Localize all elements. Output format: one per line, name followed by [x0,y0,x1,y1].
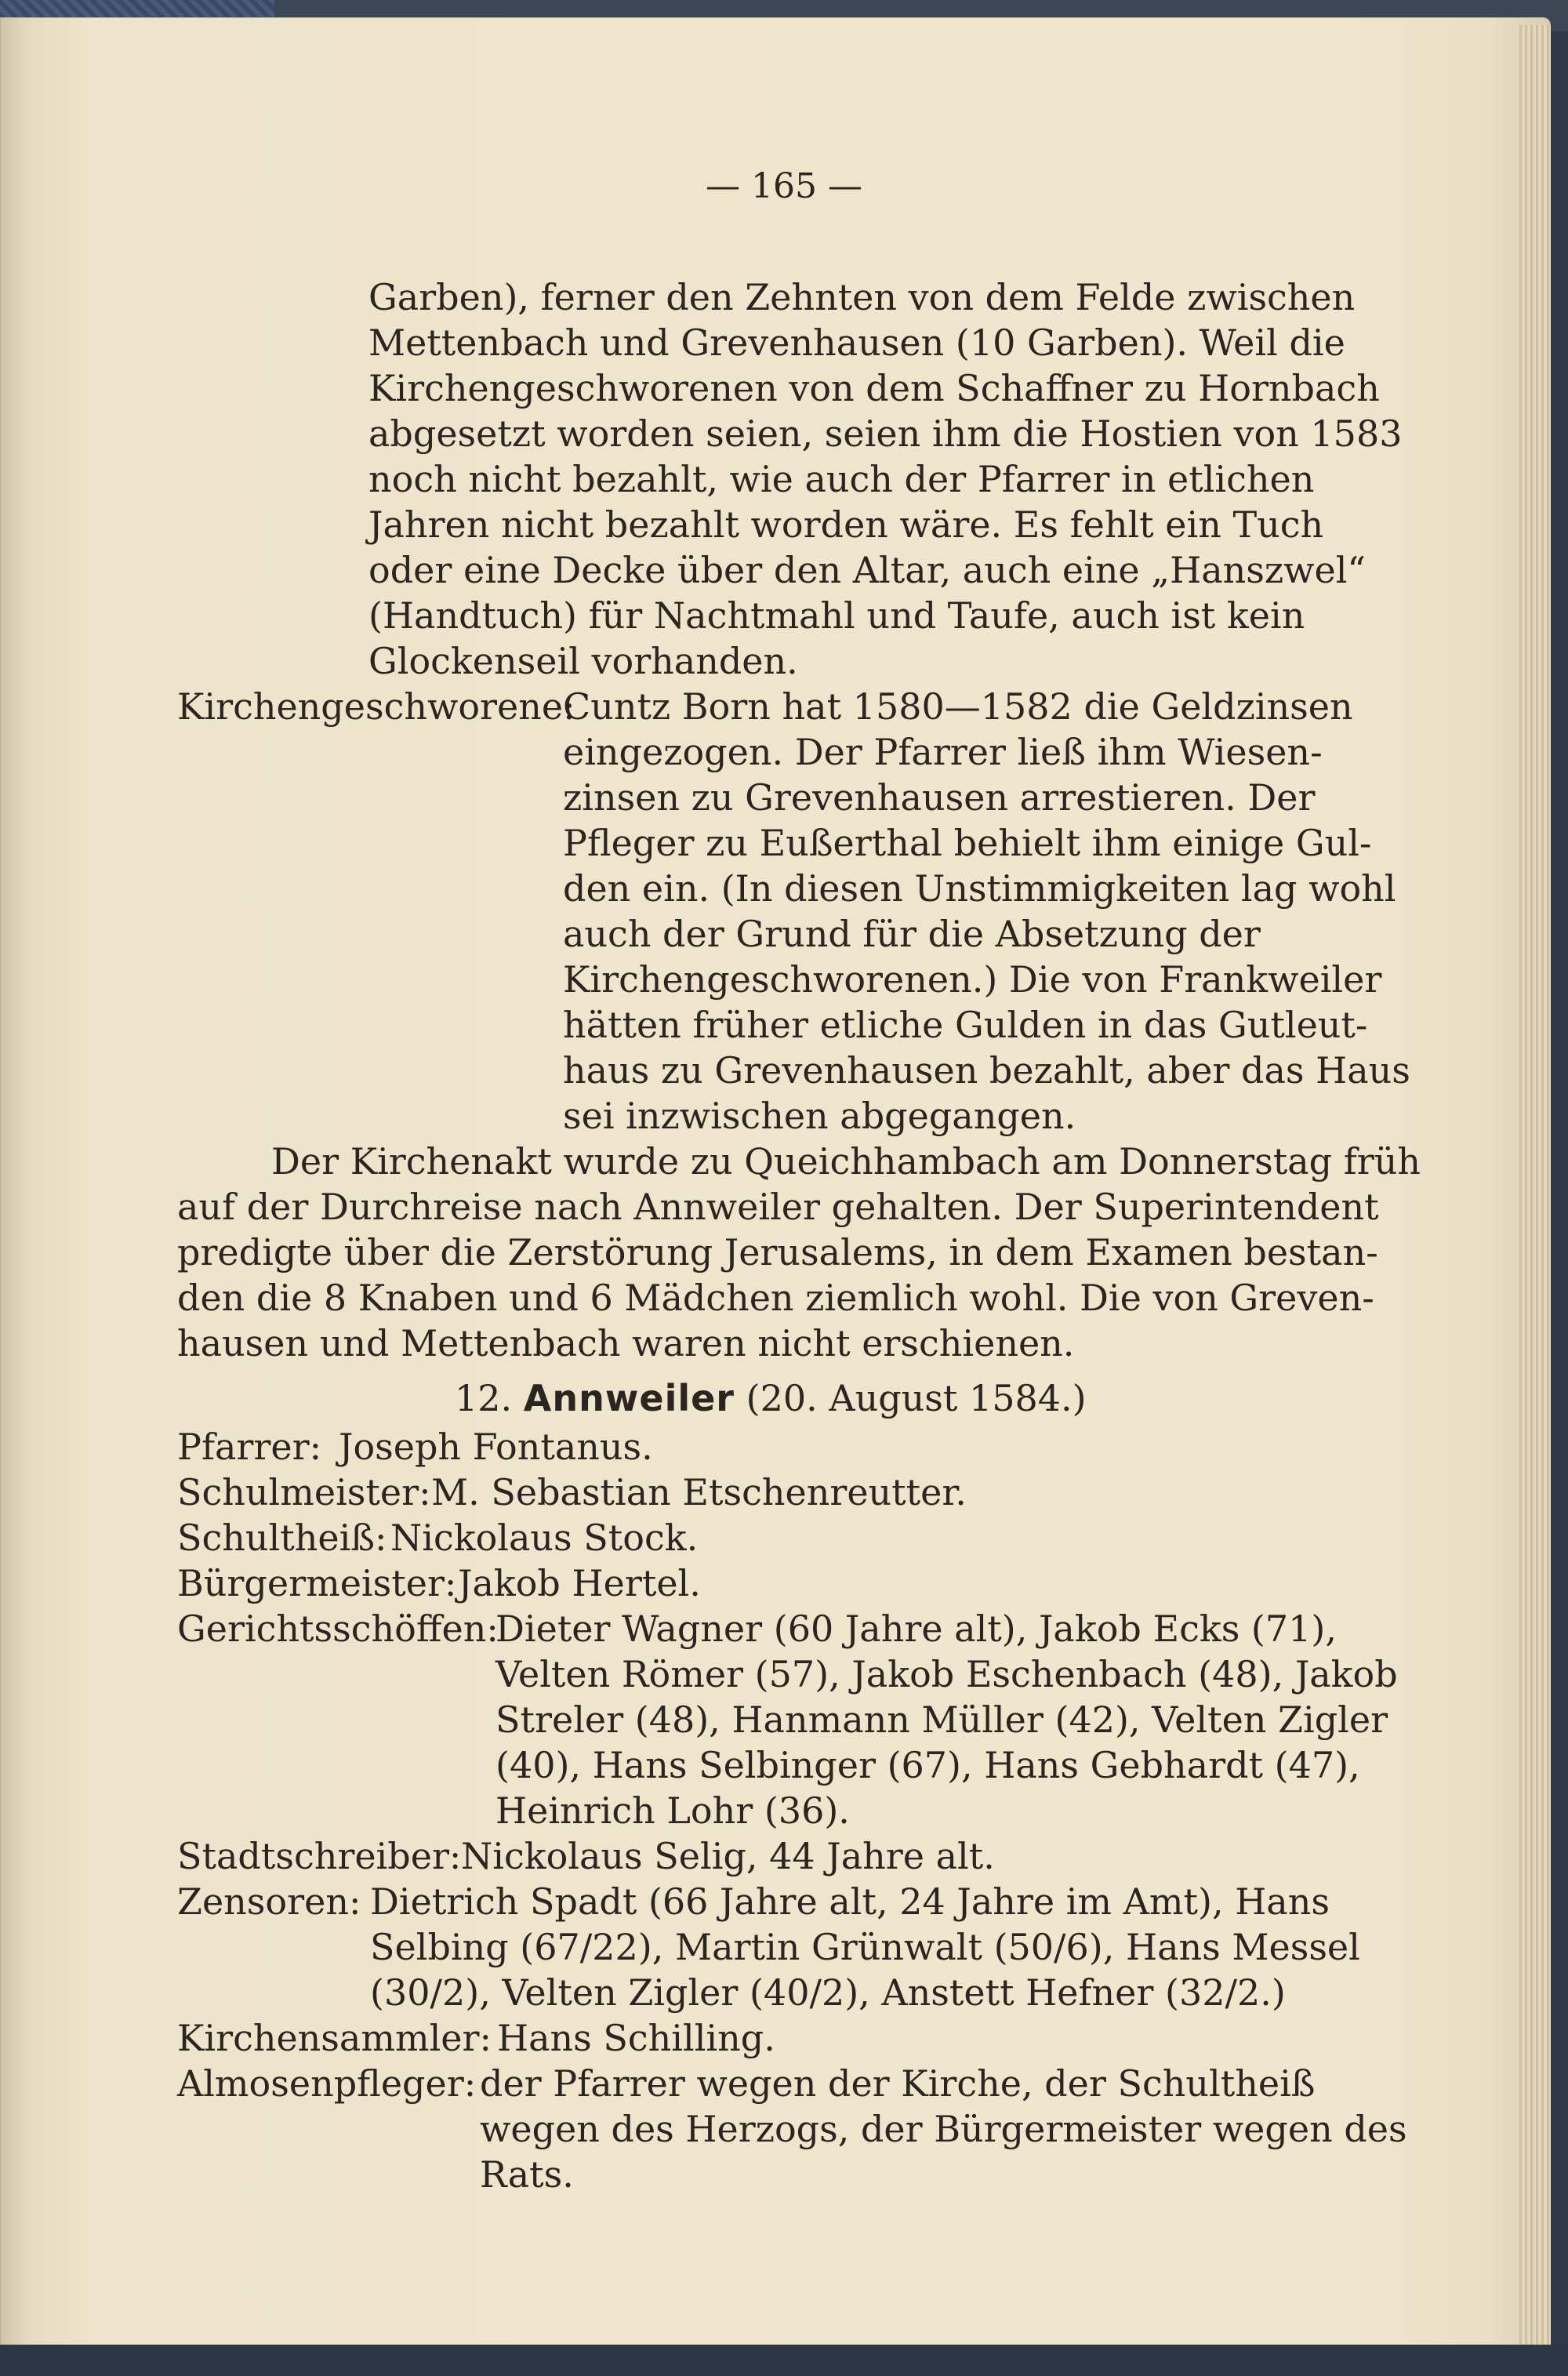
text-line: Joseph Fontanus. [339,1426,653,1468]
section-number: 12. [455,1377,513,1419]
text-line: Nickolaus Selig, 44 Jahre alt. [461,1835,995,1877]
page-stack-edge [1519,25,1551,2362]
text-line: Streler (48), Hanmann Müller (42), Velten Zigler [495,1698,1388,1741]
book-page [0,17,1551,2362]
text-line: (40), Hans Selbinger (67), Hans Gebhardt (47), [495,1744,1360,1786]
section-date: (20. August 1584.) [746,1377,1087,1419]
book-bottom-edge [0,2345,1568,2376]
text-line: haus zu Grevenhausen bezahlt, aber das Haus [563,1049,1410,1092]
entry-label: Pfarrer: [177,1426,322,1468]
text-line: Cuntz Born hat 1580—1582 die Geldzinsen [563,685,1353,728]
text-line: der Pfarrer wegen der Kirche, der Schultheiß [480,2062,1316,2105]
text-line: Garben), ferner den Zehnten von dem Felde zwischen [368,276,1356,318]
text-line: Jahren nicht bezahlt worden wäre. Es fehlt ein Tuch [368,503,1324,546]
section-title: Annweiler [523,1377,735,1419]
text-line: Der Kirchenakt wurde zu Queichhambach am Donnerstag früh [271,1140,1421,1183]
text-line: M. Sebastian Etschenreutter. [431,1471,967,1513]
text-line: (30/2), Velten Zigler (40/2), Anstett Hefner (32/2.) [370,1971,1286,2014]
text-line: hätten früher etliche Gulden in das Gutleut- [563,1004,1368,1046]
entry-label: Schulmeister: [177,1471,431,1513]
text-line: Glockenseil vorhanden. [368,640,798,682]
text-line: predigte über die Zerstörung Jerusalems, in dem Examen bestan- [177,1231,1378,1273]
text-line: Selbing (67/22), Martin Grünwalt (50/6), Hans Messel [370,1926,1360,1968]
section-heading [455,1377,1087,1419]
text-line: Pfleger zu Eußerthal behielt ihm einige Gul- [563,822,1372,864]
text-line: Kirchengeschworenen von dem Schaffner zu Hornbach [368,367,1380,409]
entry-label: Schultheiß: [177,1517,387,1559]
entry-label: Kirchengeschworene: [177,685,575,728]
text-line: wegen des Herzogs, der Bürgermeister wegen des [480,2108,1407,2150]
entry-label: Gerichtsschöffen: [177,1608,499,1650]
entry-label: Bürgermeister: [177,1562,457,1604]
text-line: Mettenbach und Grevenhausen (10 Garben). Weil die [368,322,1345,364]
entry-label: Kirchensammler: [177,2017,492,2059]
text-line: Rats. [480,2153,574,2196]
text-line: Dieter Wagner (60 Jahre alt), Jakob Ecks (71), [495,1608,1337,1650]
text-line: Dietrich Spadt (66 Jahre alt, 24 Jahre im Amt), Hans [370,1880,1330,1923]
entry-label: Almosenpfleger: [177,2062,477,2105]
text-line: den ein. (In diesen Unstimmigkeiten lag wohl [563,867,1396,910]
text-line: abgesetzt worden seien, seien ihm die Hostien von 1583 [368,412,1403,455]
text-line: eingezogen. Der Pfarrer ließ ihm Wiesen- [563,731,1323,773]
text-line: (Handtuch) für Nachtmahl und Taufe, auch ist kein [368,594,1305,637]
text-line: Hans Schilling. [497,2017,775,2059]
text-line: den die 8 Knaben und 6 Mädchen ziemlich wohl. Die von Greven- [177,1277,1374,1319]
entry-label: Stadtschreiber: [177,1835,462,1877]
text-line: Jakob Hertel. [458,1562,701,1604]
text-line: Heinrich Lohr (36). [495,1789,850,1832]
text-line: noch nicht bezahlt, wie auch der Pfarrer in etlichen [368,458,1315,500]
text-line: auf der Durchreise nach Annweiler gehalten. Der Superintendent [177,1186,1379,1228]
page-number: — 165 — [706,166,862,206]
text-line: Kirchengeschworenen.) Die von Frankweiler [563,958,1382,1001]
entry-label: Zensoren: [177,1880,361,1923]
text-line: auch der Grund für die Absetzung der [563,913,1261,955]
text-line: Nickolaus Stock. [390,1517,699,1559]
text-line: zinsen zu Grevenhausen arrestieren. Der [563,776,1316,819]
text-line: Velten Römer (57), Jakob Eschenbach (48), Jakob [495,1653,1398,1695]
text-line: sei inzwischen abgegangen. [563,1095,1076,1137]
text-line: oder eine Decke über den Altar, auch eine „Hanszwel“ [368,549,1366,591]
text-line: hausen und Mettenbach waren nicht erschienen. [177,1322,1075,1364]
